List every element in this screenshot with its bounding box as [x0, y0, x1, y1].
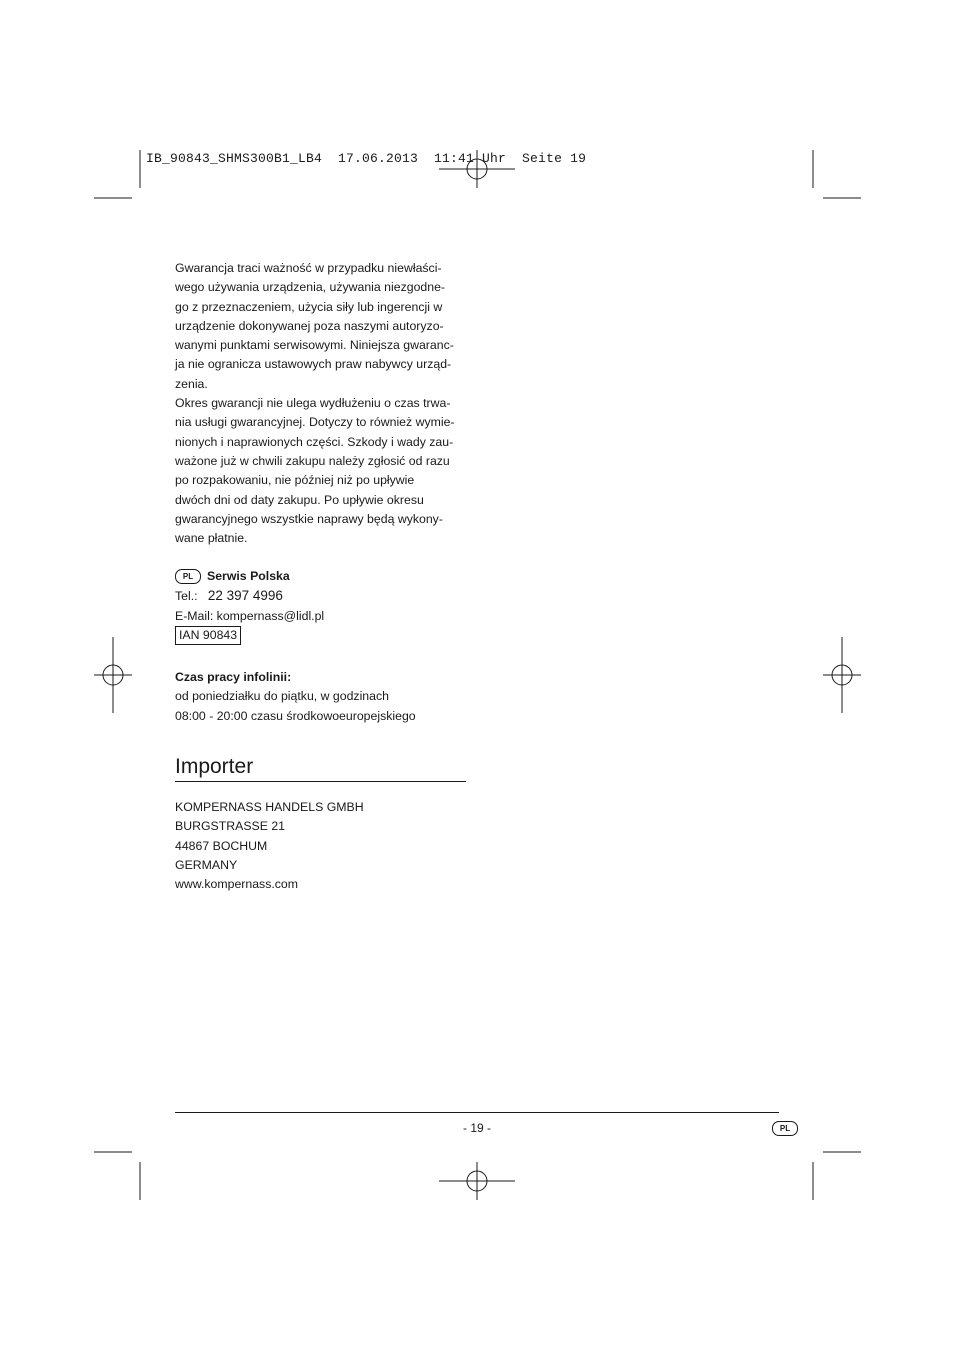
warranty-line: Okres gwarancji nie ulega wydłużeniu o czas trwa- [175, 396, 451, 411]
warranty-line: ja nie ogranicza ustawowych praw nabywcy urząd- [175, 357, 452, 372]
importer-heading: Importer [175, 754, 466, 782]
warranty-line: po rozpakowaniu, nie później niż po upływie [175, 473, 415, 488]
footer-pl-badge: PL [772, 1121, 798, 1136]
warranty-line: zenia. [175, 376, 208, 391]
ian-box: IAN 90843 [175, 626, 241, 645]
service-title: Serwis Polska [207, 569, 290, 583]
hotline-times: 08:00 - 20:00 czasu środkowoeuropejskiego [175, 708, 416, 723]
hotline-days: od poniedziałku do piątku, w godzinach [175, 689, 389, 704]
footer-rule [175, 1112, 779, 1113]
warranty-line: dwóch dni od daty zakupu. Po upływie okresu [175, 492, 424, 507]
service-contact-block [175, 567, 467, 645]
hotline-hours-title: Czas pracy infolinii: [175, 670, 292, 684]
address-country: GERMANY [175, 857, 238, 872]
warranty-line: wanymi punktami serwisowymi. Niniejsza gwaranc- [175, 338, 454, 353]
address-company: KOMPERNASS HANDELS GMBH [175, 800, 364, 814]
tel-value: 22 397 4996 [207, 588, 283, 604]
warranty-line: nia usługi gwarancyjnej. Dotyczy to również wymie- [175, 415, 455, 430]
address-city: 44867 BOCHUM [175, 838, 268, 853]
warranty-paragraph [175, 259, 467, 548]
warranty-line: ważone już w chwili zakupu należy zgłosić od razu [175, 453, 450, 468]
warranty-line: urządzenie dokonywanej poza naszymi autoryzo- [175, 318, 444, 333]
importer-address [175, 798, 467, 894]
tel-label: Tel.: [175, 589, 198, 604]
address-street: BURGSTRASSE 21 [175, 819, 286, 834]
email-line: E-Mail: kompernass@lidl.pl [175, 608, 325, 623]
warranty-line: wane płatnie. [175, 531, 248, 546]
address-website: www.kompernass.com [175, 877, 299, 892]
pl-country-badge: PL [175, 569, 201, 584]
warranty-line: nionych i naprawionych części. Szkody i wady zau- [175, 434, 454, 449]
hotline-hours-block [175, 668, 467, 726]
warranty-line: Gwarancja traci ważność w przypadku niewłaści- [175, 261, 442, 275]
page-number: - 19 - [462, 1121, 491, 1135]
warranty-line: wego używania urządzenia, używania niezgodne- [175, 280, 446, 295]
warranty-line: gwarancyjnego wszystkie naprawy będą wykony- [175, 511, 443, 526]
warranty-line: go z przeznaczeniem, użycia siły lub ingerencji w [175, 299, 443, 314]
print-slug-line: IB_90843_SHMS300B1_LB4 17.06.2013 11:41 Uhr Seite 19 [146, 151, 587, 166]
